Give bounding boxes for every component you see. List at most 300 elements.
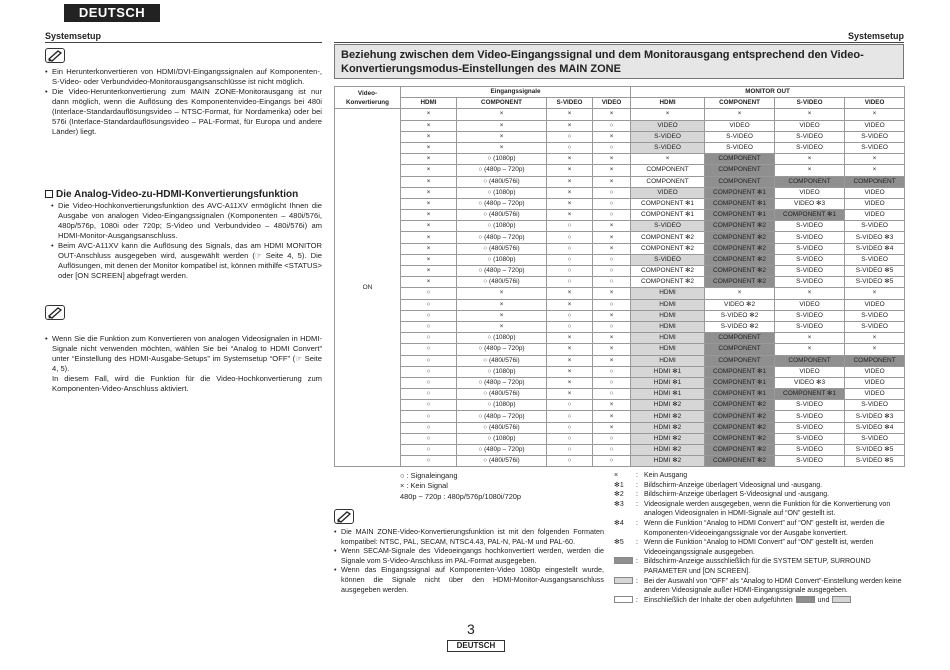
table-row <box>335 344 905 355</box>
input-cell: × <box>457 299 547 310</box>
output-cell: S-VIDEO <box>631 254 705 265</box>
shading-swatch-icon <box>614 596 633 603</box>
input-cell: ○ (480i/576i) <box>457 210 547 221</box>
footnote-colon: : <box>636 481 638 489</box>
output-cell: COMPONENT ✻1 <box>775 210 845 221</box>
input-cell: ○ (480p – 720p) <box>457 411 547 422</box>
input-cell: × <box>593 109 631 120</box>
output-cell: VIDEO <box>631 120 705 131</box>
output-cell: VIDEO <box>775 187 845 198</box>
legend-line: 480p ~ 720p : 480p/576p/1080i/720p <box>400 491 522 501</box>
checkbox-icon <box>45 190 53 198</box>
input-cell: × <box>401 120 457 131</box>
legend-line: ○ : Signaleingang <box>400 471 458 480</box>
header-monitor-out: MONITOR OUT <box>631 87 905 98</box>
input-cell: × <box>457 288 547 299</box>
output-cell: × <box>845 333 905 344</box>
output-cell: S-VIDEO <box>775 232 845 243</box>
input-cell: ○ (480p – 720p) <box>457 198 547 209</box>
input-cell: ○ <box>401 321 457 332</box>
input-cell: ○ <box>593 299 631 310</box>
footnote-key: ✻3 <box>614 500 624 508</box>
input-cell: ○ <box>593 210 631 221</box>
input-cell: × <box>547 109 593 120</box>
output-cell: VIDEO <box>845 210 905 221</box>
output-cell: × <box>845 344 905 355</box>
shading-swatch-icon <box>614 557 633 564</box>
output-cell: × <box>631 154 705 165</box>
table-row <box>335 288 905 299</box>
output-cell: S-VIDEO <box>775 445 845 456</box>
input-cell: ○ <box>401 433 457 444</box>
input-cell: × <box>593 333 631 344</box>
table-row <box>335 333 905 344</box>
output-cell: S-VIDEO <box>775 131 845 142</box>
input-cell: ○ (480i/576i) <box>457 389 547 400</box>
footnote-swatch <box>614 557 636 576</box>
input-cell: × <box>593 176 631 187</box>
input-cell: × <box>593 400 631 411</box>
output-cell: S-VIDEO <box>845 310 905 321</box>
input-cell: × <box>547 355 593 366</box>
symbol-legend <box>400 471 600 502</box>
light-swatch-icon <box>832 596 851 603</box>
output-cell: COMPONENT ✻2 <box>631 232 705 243</box>
output-cell: × <box>631 109 705 120</box>
input-cell: × <box>547 176 593 187</box>
input-cell: ○ <box>547 456 593 467</box>
input-cell: ○ <box>401 422 457 433</box>
input-cell: ○ (480i/576i) <box>457 422 547 433</box>
column-header: COMPONENT <box>705 98 775 109</box>
input-cell: × <box>401 210 457 221</box>
output-cell: VIDEO <box>845 198 905 209</box>
conversion-mode-cell: ON <box>335 109 401 467</box>
input-cell: × <box>547 344 593 355</box>
input-cell: ○ (1080p) <box>457 400 547 411</box>
language-tab: DEUTSCH <box>64 4 160 22</box>
input-cell: ○ <box>401 310 457 321</box>
output-cell: VIDEO <box>845 366 905 377</box>
input-cell: × <box>457 142 547 153</box>
output-cell: S-VIDEO <box>775 277 845 288</box>
footnote-text: Bei der Auswahl von “OFF” als “Analog to HDMI Convert”-Einstellung werden keine anderen Videosignale außer HDMI-Eingangssignale ausgegeben. <box>644 577 902 595</box>
output-cell: S-VIDEO ✻5 <box>845 266 905 277</box>
output-cell: COMPONENT ✻2 <box>705 232 775 243</box>
footnote-row <box>614 500 906 519</box>
input-cell: × <box>401 266 457 277</box>
output-cell: HDMI <box>631 310 705 321</box>
output-cell: HDMI <box>631 321 705 332</box>
input-cell: ○ (480i/576i) <box>457 243 547 254</box>
input-cell: ○ <box>547 243 593 254</box>
input-cell: ○ (480p – 720p) <box>457 232 547 243</box>
footnote-key: ✻2 <box>614 491 624 499</box>
output-cell: S-VIDEO ✻4 <box>845 422 905 433</box>
output-cell: HDMI <box>631 344 705 355</box>
output-cell: S-VIDEO ✻5 <box>845 445 905 456</box>
table-row <box>335 232 905 243</box>
table-row <box>335 254 905 265</box>
output-cell: COMPONENT <box>705 333 775 344</box>
column-header: HDMI <box>631 98 705 109</box>
input-cell: × <box>593 355 631 366</box>
input-cell: ○ (1080p) <box>457 221 547 232</box>
table-row <box>335 366 905 377</box>
output-cell: S-VIDEO <box>775 433 845 444</box>
output-cell: HDMI <box>631 355 705 366</box>
output-cell: HDMI <box>631 333 705 344</box>
divider-left <box>45 42 322 43</box>
output-cell: VIDEO <box>845 377 905 388</box>
note-item: • Wenn SECAM-Signale des Videoeingangs hochkonvertiert werden, werden die Signale vom S-Video-Anschluss im PAL-Format ausgegeben. <box>334 546 604 565</box>
footnote-text-part: Einschließlich der Inhalte der oben aufgeführten <box>644 596 793 604</box>
input-cell: ○ <box>593 266 631 277</box>
output-cell: HDMI ✻2 <box>631 422 705 433</box>
column-header: HDMI <box>401 98 457 109</box>
output-cell: S-VIDEO <box>775 400 845 411</box>
output-cell: VIDEO <box>845 389 905 400</box>
output-cell: COMPONENT <box>705 154 775 165</box>
input-cell: × <box>401 243 457 254</box>
output-cell: × <box>775 154 845 165</box>
output-cell: COMPONENT <box>845 176 905 187</box>
table-row <box>335 120 905 131</box>
input-cell: × <box>457 120 547 131</box>
output-cell: × <box>845 109 905 120</box>
input-cell: × <box>457 131 547 142</box>
note-item: • Die MAIN ZONE-Video-Konvertierungsfunktion ist mit den folgenden Formaten kompatibel: NTSC, PAL, SECAM, NTSC4.43, PAL-N, PAL-M und PAL-60. <box>334 527 604 546</box>
column-header: COMPONENT <box>457 98 547 109</box>
conversion-table <box>334 86 905 467</box>
input-cell: ○ (480i/576i) <box>457 456 547 467</box>
output-cell: COMPONENT ✻2 <box>705 411 775 422</box>
output-cell: × <box>705 288 775 299</box>
input-cell: × <box>547 120 593 131</box>
output-cell: COMPONENT ✻1 <box>631 210 705 221</box>
note-list-2 <box>45 324 322 404</box>
footnote-text: Wenn die Funktion “Analog to HDMI Convert” auf “ON” gestellt ist, werden Videoeingangssignale ausgegeben. <box>644 539 874 556</box>
table-row <box>335 131 905 142</box>
input-cell: ○ <box>593 198 631 209</box>
footnote-text: Bildschirm-Anzeige ausschließlich für die SYSTEM SETUP, SURROUND PARAMETER und [ON SCREEN]. <box>644 558 871 575</box>
output-cell: COMPONENT <box>705 355 775 366</box>
output-cell: COMPONENT ✻2 <box>705 400 775 411</box>
input-cell: × <box>547 333 593 344</box>
input-cell: ○ (480i/576i) <box>457 277 547 288</box>
input-cell: ○ <box>547 142 593 153</box>
footnote-row <box>614 538 906 557</box>
footnote-swatch <box>614 596 636 606</box>
footer-language-tab: DEUTSCH <box>447 640 505 652</box>
input-cell: ○ <box>401 366 457 377</box>
output-cell: COMPONENT <box>775 176 845 187</box>
output-cell: S-VIDEO <box>775 310 845 321</box>
footnote-colon: : <box>636 596 638 604</box>
subheading-text: Die Analog-Video-zu-HDMI-Konvertierungsfunktion <box>56 189 299 200</box>
section-title-left: Systemsetup <box>45 31 102 41</box>
output-cell: × <box>775 165 845 176</box>
header-input-signals: Eingangssignale <box>401 87 631 98</box>
input-cell: × <box>593 411 631 422</box>
input-cell: ○ <box>401 389 457 400</box>
input-cell: × <box>547 389 593 400</box>
input-cell: ○ <box>593 142 631 153</box>
table-row <box>335 165 905 176</box>
header-video-conversion: Video- Konvertierung <box>335 87 401 109</box>
footnote-text <box>644 596 906 606</box>
footnote-key: ✻4 <box>614 519 624 527</box>
footnote-row <box>614 471 906 481</box>
note-pencil-icon <box>45 48 65 63</box>
input-cell: ○ <box>547 400 593 411</box>
output-cell: HDMI ✻2 <box>631 400 705 411</box>
table-row <box>335 445 905 456</box>
output-cell: S-VIDEO <box>845 221 905 232</box>
output-cell: COMPONENT ✻1 <box>705 389 775 400</box>
output-cell: COMPONENT <box>845 355 905 366</box>
output-cell: S-VIDEO <box>845 131 905 142</box>
output-cell: VIDEO <box>705 120 775 131</box>
table-row <box>335 377 905 388</box>
input-cell: × <box>547 210 593 221</box>
dark-swatch-icon <box>796 596 815 603</box>
output-cell: COMPONENT <box>705 344 775 355</box>
input-cell: ○ (480p – 720p) <box>457 377 547 388</box>
input-cell: ○ <box>401 344 457 355</box>
section-title-right: Systemsetup <box>847 31 904 41</box>
output-cell: HDMI ✻1 <box>631 366 705 377</box>
footnote-colon: : <box>636 500 638 508</box>
footnote-colon: : <box>636 558 638 566</box>
input-cell: ○ <box>547 310 593 321</box>
table-row <box>335 400 905 411</box>
footnote-key: ✻5 <box>614 539 624 547</box>
output-cell: VIDEO <box>845 187 905 198</box>
input-cell: ○ <box>593 187 631 198</box>
output-cell: S-VIDEO ✻5 <box>845 277 905 288</box>
input-cell: ○ (1080p) <box>457 333 547 344</box>
input-cell: ○ (1080p) <box>457 433 547 444</box>
output-cell: S-VIDEO <box>631 142 705 153</box>
output-cell: S-VIDEO ✻2 <box>705 310 775 321</box>
input-cell: × <box>593 232 631 243</box>
output-cell: VIDEO <box>631 187 705 198</box>
output-cell: COMPONENT ✻1 <box>631 198 705 209</box>
input-cell: ○ <box>547 266 593 277</box>
input-cell: ○ <box>547 232 593 243</box>
input-cell: ○ (480p – 720p) <box>457 165 547 176</box>
output-cell: S-VIDEO <box>845 321 905 332</box>
note-item: • Wenn das Eingangssignal auf Komponenten-Video 1080p eingestellt wurde, können die Signale nicht über den HDMI-Monitor-Ausgangsanschluss ausgegeben werden. <box>334 565 604 594</box>
footnote-row <box>614 596 906 606</box>
input-cell: ○ (1080p) <box>457 154 547 165</box>
table-row <box>335 176 905 187</box>
footnote-row <box>614 557 906 576</box>
output-cell: COMPONENT ✻2 <box>705 456 775 467</box>
input-cell: ○ <box>593 120 631 131</box>
output-cell: HDMI ✻2 <box>631 433 705 444</box>
input-cell: × <box>401 176 457 187</box>
output-cell: VIDEO <box>775 366 845 377</box>
input-cell: ○ (480p – 720p) <box>457 445 547 456</box>
note-item: • Ein Herunterkonvertieren von HDMI/DVI-Eingangssignalen auf Komponenten-, S-Video- oder Verbundvideo-Monitorausgangsanschlüsse ist nicht möglich. <box>45 67 322 87</box>
input-cell: ○ <box>401 377 457 388</box>
page-number: 3 <box>467 621 475 637</box>
input-cell: ○ <box>401 411 457 422</box>
output-cell: S-VIDEO ✻5 <box>845 456 905 467</box>
input-cell: ○ (480p – 720p) <box>457 266 547 277</box>
output-cell: S-VIDEO <box>845 433 905 444</box>
input-cell: × <box>401 109 457 120</box>
input-cell: ○ <box>593 366 631 377</box>
table-row <box>335 321 905 332</box>
input-cell: ○ <box>547 321 593 332</box>
input-cell: ○ <box>547 433 593 444</box>
description-item: • Beim AVC-A11XV kann die Auflösung des Signals, das am HDMI MONITOR OUT-Anschluss ausgegeben wird, ausgewählt werden (☞ Seite 4, 5). Die Auflösungen, mit denen der Monitor kompatibel ist, können mithilfe <STATUS> oder [ON SCREEN] abgefragt werden. <box>51 241 322 281</box>
legend-line: × : Kein Signal <box>400 481 448 491</box>
input-cell: × <box>457 109 547 120</box>
input-cell: ○ <box>547 131 593 142</box>
input-cell: ○ <box>593 389 631 400</box>
output-cell: COMPONENT ✻2 <box>705 254 775 265</box>
table-row <box>335 277 905 288</box>
input-cell: × <box>593 131 631 142</box>
input-cell: × <box>593 221 631 232</box>
output-cell: VIDEO <box>845 120 905 131</box>
output-cell: COMPONENT ✻2 <box>705 422 775 433</box>
input-cell: × <box>593 243 631 254</box>
footnote-and: und <box>817 596 830 604</box>
output-cell: HDMI ✻1 <box>631 377 705 388</box>
input-cell: ○ <box>401 445 457 456</box>
input-cell: × <box>547 187 593 198</box>
table-row <box>335 210 905 221</box>
table-row <box>335 422 905 433</box>
output-cell: COMPONENT ✻1 <box>705 377 775 388</box>
table-row <box>335 299 905 310</box>
input-cell: × <box>401 232 457 243</box>
input-cell: × <box>593 310 631 321</box>
function-description <box>51 201 322 281</box>
input-cell: ○ <box>547 445 593 456</box>
output-cell: COMPONENT ✻1 <box>705 366 775 377</box>
input-cell: ○ <box>547 411 593 422</box>
column-header: S-VIDEO <box>547 98 593 109</box>
output-cell: HDMI ✻1 <box>631 389 705 400</box>
output-cell: COMPONENT ✻1 <box>775 389 845 400</box>
output-cell: COMPONENT ✻2 <box>705 433 775 444</box>
subheading <box>45 189 298 200</box>
table-row <box>335 221 905 232</box>
output-cell: × <box>775 333 845 344</box>
shading-swatch-icon <box>614 577 633 584</box>
input-cell: ○ (480p – 720p) <box>457 344 547 355</box>
output-cell: VIDEO <box>775 299 845 310</box>
footnote-row <box>614 481 906 491</box>
input-cell: × <box>547 366 593 377</box>
column-header: VIDEO <box>593 98 631 109</box>
input-cell: ○ <box>593 321 631 332</box>
input-cell: ○ <box>593 377 631 388</box>
output-cell: S-VIDEO <box>775 142 845 153</box>
footnote-colon: : <box>636 577 638 585</box>
input-cell: × <box>401 131 457 142</box>
table-row <box>335 411 905 422</box>
output-cell: HDMI ✻2 <box>631 445 705 456</box>
output-cell: COMPONENT ✻2 <box>705 277 775 288</box>
output-cell: S-VIDEO <box>775 411 845 422</box>
note-item: • Wenn Sie die Funktion zum Konvertieren von analogen Videosignalen in HDMI-Signale nicht verwenden möchten, wählen Sie bei “Analog to HDMI Convert” unter “Einstellung des HDMI-Ausgabe-Setups” im Systemsetup “OFF” (☞ Seite 4, 5). In diesem Fall, wird die Funktion für die Video-Hochkonvertierung zum Komponenten-Video-Anschluss aktiviert. <box>45 334 322 394</box>
input-cell: ○ <box>593 445 631 456</box>
input-cell: × <box>593 154 631 165</box>
output-cell: COMPONENT ✻1 <box>705 187 775 198</box>
table-row <box>335 310 905 321</box>
output-cell: HDMI <box>631 299 705 310</box>
output-cell: COMPONENT ✻2 <box>631 277 705 288</box>
output-cell: COMPONENT <box>631 165 705 176</box>
output-cell: COMPONENT <box>775 355 845 366</box>
input-cell: × <box>593 165 631 176</box>
output-cell: S-VIDEO <box>775 456 845 467</box>
footnote-text: Kein Ausgang <box>644 472 688 479</box>
input-cell: × <box>593 422 631 433</box>
output-cell: S-VIDEO <box>775 266 845 277</box>
input-cell: × <box>457 310 547 321</box>
output-cell: S-VIDEO <box>775 243 845 254</box>
output-cell: S-VIDEO <box>845 400 905 411</box>
column-header: S-VIDEO <box>775 98 845 109</box>
output-cell: S-VIDEO <box>775 422 845 433</box>
output-cell: S-VIDEO <box>631 221 705 232</box>
input-cell: × <box>401 277 457 288</box>
output-cell: COMPONENT ✻2 <box>631 266 705 277</box>
note-item: • Die Video-Herunterkonvertierung zum MAIN ZONE-Monitorausgang ist nur dann möglich, wenn die Auflösung des Komponentenvideo-Eingangs bei 480i (Interlace-Standardauflösungsvideo – NTSC-Format, für Nordamerika) oder bei 576i (Interlace-Standardauflösungsvideo – PAL-Format, für Europa und andere Länder) liegt. <box>45 87 322 137</box>
output-cell: S-VIDEO <box>631 131 705 142</box>
input-cell: × <box>401 254 457 265</box>
output-cell: HDMI ✻2 <box>631 456 705 467</box>
output-cell: × <box>705 109 775 120</box>
input-cell: ○ (480i/576i) <box>457 176 547 187</box>
table-row <box>335 355 905 366</box>
output-cell: S-VIDEO ✻3 <box>845 411 905 422</box>
input-cell: ○ <box>401 299 457 310</box>
input-cell: ○ <box>593 456 631 467</box>
input-cell: × <box>401 198 457 209</box>
footnote-swatch <box>614 577 636 596</box>
table-row <box>335 266 905 277</box>
output-cell: COMPONENT <box>631 176 705 187</box>
table-row <box>335 433 905 444</box>
output-cell: × <box>775 109 845 120</box>
input-cell: ○ <box>547 422 593 433</box>
footnote-text: Bildschirm-Anzeige überlagert Videosignal und -ausgang. <box>644 481 823 489</box>
input-cell: × <box>547 198 593 209</box>
footnote-colon: : <box>636 472 638 479</box>
input-cell: ○ (1080p) <box>457 366 547 377</box>
note-pencil-icon <box>45 305 65 320</box>
output-cell: × <box>775 288 845 299</box>
table-row <box>335 456 905 467</box>
footnote-colon: : <box>636 539 638 547</box>
input-cell: ○ <box>547 254 593 265</box>
column-header: VIDEO <box>845 98 905 109</box>
output-cell: VIDEO <box>845 299 905 310</box>
output-cell: S-VIDEO <box>775 221 845 232</box>
output-cell: S-VIDEO ✻4 <box>845 243 905 254</box>
divider-right <box>334 42 904 43</box>
output-cell: × <box>775 344 845 355</box>
